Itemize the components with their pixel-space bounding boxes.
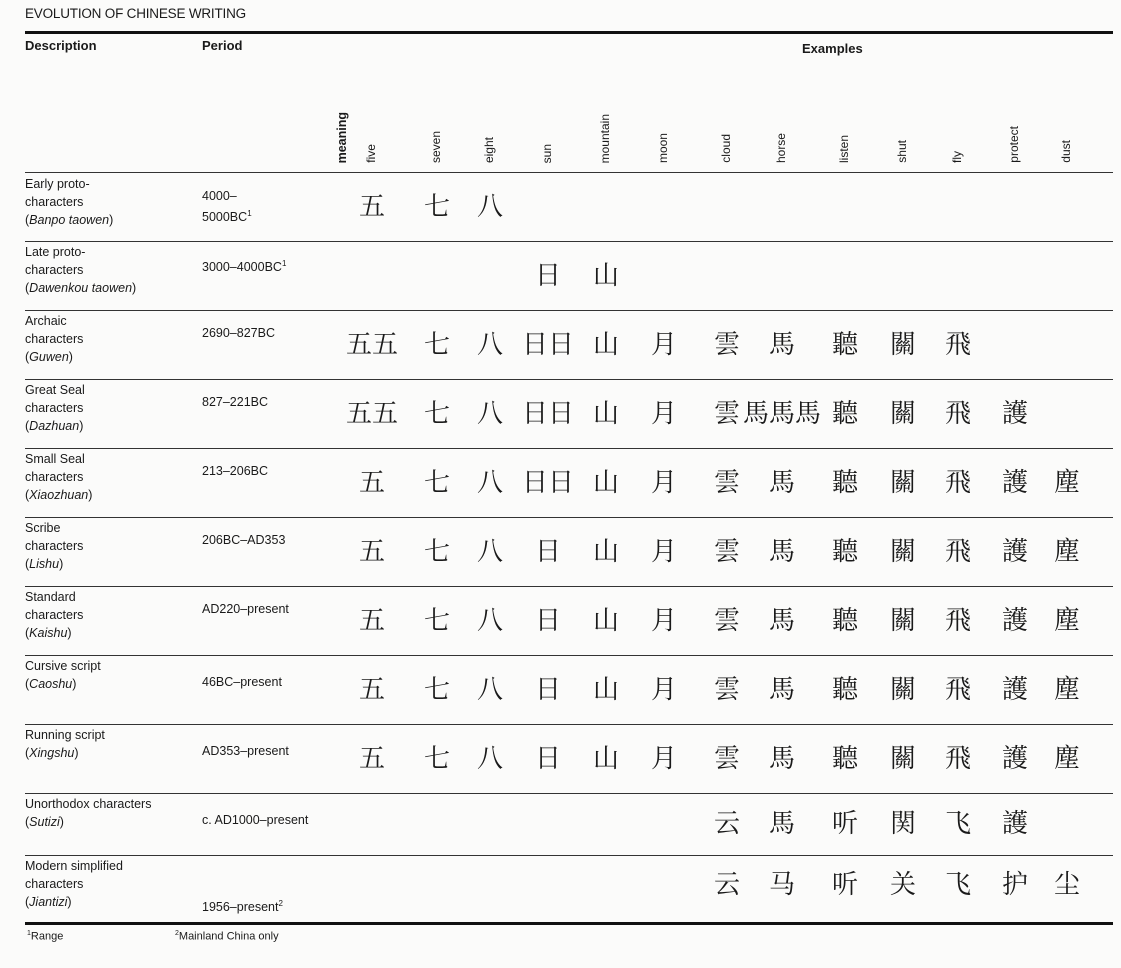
character-protect: 护 — [1001, 870, 1029, 900]
character-sun: 日 — [534, 674, 562, 705]
description-line: Unorthodox characters — [25, 797, 152, 811]
row-description: Small Seal characters (Xiaozhuan) — [25, 452, 93, 502]
character-horse: 馬 — [768, 743, 796, 774]
character-horse: 馬 — [768, 605, 796, 636]
character-cloud: 雲 — [713, 536, 741, 567]
row-period — [202, 742, 289, 760]
description-line: characters — [25, 332, 84, 346]
description-line: characters — [25, 608, 84, 622]
character-eight: 八 — [476, 674, 504, 705]
table-row — [0, 793, 1121, 855]
character-shut: 關 — [889, 398, 917, 429]
character-mountain: 山 — [592, 329, 620, 360]
character-mountain: 山 — [592, 467, 620, 498]
row-description: Standard characters (Kaishu) — [25, 590, 84, 640]
bottom-rule — [25, 922, 1113, 925]
character-sun: 日 — [534, 260, 562, 291]
character-seven: 七 — [423, 674, 451, 705]
period-text: 3000–4000BC — [202, 260, 282, 275]
table-row — [0, 241, 1121, 310]
character-shut: 關 — [889, 605, 917, 636]
character-moon: 月 — [650, 743, 678, 774]
romanized-name: Banpo taowen — [29, 213, 110, 227]
romanized-name: Guwen — [29, 350, 69, 364]
character-moon: 月 — [650, 536, 678, 567]
table-title: EVOLUTION OF CHINESE WRITING — [25, 6, 246, 21]
character-seven: 七 — [423, 743, 451, 774]
row-period — [202, 393, 268, 411]
romanized-name: Lishu — [29, 557, 60, 571]
character-cloud: 雲 — [713, 329, 741, 360]
meaning-label: fly — [950, 151, 964, 163]
description-line: characters — [25, 470, 84, 484]
meaning-label: cloud — [719, 134, 733, 163]
character-horse: 馬 — [768, 329, 796, 360]
character-mountain: 山 — [592, 398, 620, 429]
header-period: Period — [202, 38, 243, 53]
character-eight: 八 — [476, 192, 504, 222]
character-listen: 聽 — [831, 743, 859, 774]
table-row — [0, 379, 1121, 448]
character-sun: 日 — [534, 743, 562, 774]
column-header-listen — [837, 88, 857, 163]
character-mountain: 山 — [592, 536, 620, 567]
character-shut: 关 — [889, 870, 917, 900]
character-fly: 飛 — [944, 398, 972, 429]
row-period — [202, 895, 283, 916]
column-header-protect — [1007, 88, 1027, 163]
character-horse: 馬 — [768, 809, 796, 839]
header-examples: Examples — [802, 41, 863, 56]
character-seven: 七 — [423, 329, 451, 360]
period-text: 5000BC — [202, 210, 248, 225]
character-listen: 听 — [831, 870, 859, 900]
character-five: 五 — [358, 674, 386, 705]
description-line: Running script — [25, 728, 105, 742]
character-eight: 八 — [476, 743, 504, 774]
character-shut: 關 — [889, 674, 917, 705]
character-five: 五 — [358, 536, 386, 567]
character-protect: 護 — [1001, 467, 1029, 498]
table-row — [0, 724, 1121, 793]
character-dust: 塵 — [1053, 743, 1081, 774]
character-mountain: 山 — [592, 605, 620, 636]
character-seven: 七 — [423, 192, 451, 222]
character-dust: 塵 — [1053, 536, 1081, 567]
character-horse: 马 — [768, 870, 796, 900]
character-eight: 八 — [476, 605, 504, 636]
period-text: 1956–present — [202, 900, 279, 915]
romanized-name: Xingshu — [29, 746, 75, 760]
character-protect: 護 — [1001, 605, 1029, 636]
character-sun: 日日 — [521, 329, 575, 360]
description-line: characters — [25, 195, 84, 209]
period-text: c. AD1000–present — [202, 813, 309, 827]
footnote-ref: 1 — [247, 209, 252, 218]
romanized-name: Xiaozhuan — [29, 488, 89, 502]
column-header-eight — [482, 88, 502, 163]
meaning-label: meaning — [335, 111, 349, 163]
column-header-mountain — [598, 88, 618, 163]
character-seven: 七 — [423, 605, 451, 636]
description-line: characters — [25, 877, 84, 891]
character-cloud: 雲 — [713, 605, 741, 636]
character-seven: 七 — [423, 398, 451, 429]
character-horse: 馬 — [768, 536, 796, 567]
row-period — [202, 187, 252, 226]
romanized-name: Kaishu — [29, 626, 68, 640]
column-header-moon — [656, 88, 676, 163]
character-listen: 聽 — [831, 605, 859, 636]
header-description: Description — [25, 38, 97, 53]
character-five: 五 — [358, 743, 386, 774]
romanized-name: Sutizi — [29, 815, 60, 829]
character-sun: 日日 — [521, 467, 575, 498]
character-moon: 月 — [650, 605, 678, 636]
character-fly: 飞 — [944, 809, 972, 839]
character-moon: 月 — [650, 329, 678, 360]
romanized-name: Caoshu — [29, 677, 73, 691]
meaning-label: five — [364, 144, 378, 163]
period-text: 2690–827BC — [202, 326, 275, 340]
meaning-label: sun — [540, 143, 554, 163]
character-horse: 馬 — [768, 674, 796, 705]
character-mountain: 山 — [592, 743, 620, 774]
character-listen: 聽 — [831, 536, 859, 567]
description-line: Great Seal — [25, 383, 85, 397]
character-dust: 尘 — [1053, 870, 1081, 900]
period-text: 206BC–AD353 — [202, 533, 286, 547]
character-shut: 關 — [889, 329, 917, 360]
character-protect: 護 — [1001, 398, 1029, 429]
row-period — [202, 255, 286, 276]
top-rule — [25, 31, 1113, 34]
row-description: Unorthodox characters (Sutizi) — [25, 797, 152, 829]
character-shut: 關 — [889, 536, 917, 567]
header-meaning — [335, 88, 355, 163]
character-five: 五五 — [345, 398, 399, 429]
character-horse: 馬馬馬 — [742, 398, 822, 429]
column-header-fly — [950, 88, 970, 163]
character-fly: 飛 — [944, 329, 972, 360]
footnote-text: Mainland China only — [178, 930, 279, 943]
column-header-sun — [540, 88, 560, 163]
table-row — [0, 655, 1121, 724]
column-header-shut — [895, 88, 915, 163]
row-description: Great Seal characters (Dazhuan) — [25, 383, 85, 433]
character-shut: 關 — [889, 743, 917, 774]
meaning-label: moon — [656, 132, 670, 163]
character-listen: 听 — [831, 809, 859, 839]
description-line: Cursive script — [25, 659, 101, 673]
column-header-seven — [429, 88, 449, 163]
description-line: Modern simplified — [25, 859, 123, 873]
character-eight: 八 — [476, 329, 504, 360]
romanized-name: Jiantizi — [29, 895, 68, 909]
description-line: characters — [25, 401, 84, 415]
character-moon: 月 — [650, 467, 678, 498]
meaning-label: listen — [837, 134, 851, 163]
description-line: Archaic — [25, 314, 67, 328]
character-cloud: 雲 — [713, 398, 741, 429]
meaning-label: dust — [1059, 140, 1073, 163]
character-shut: 關 — [889, 467, 917, 498]
row-period — [202, 811, 308, 829]
character-listen: 聽 — [831, 674, 859, 705]
period-text: 4000– — [202, 189, 237, 203]
character-sun: 日 — [534, 536, 562, 567]
character-horse: 馬 — [768, 467, 796, 498]
column-header-horse — [774, 88, 794, 163]
character-fly: 飛 — [944, 467, 972, 498]
row-period — [202, 462, 268, 480]
row-description: Cursive script (Caoshu) — [25, 659, 101, 691]
character-seven: 七 — [423, 536, 451, 567]
character-eight: 八 — [476, 398, 504, 429]
row-description: Scribe characters (Lishu) — [25, 521, 84, 571]
period-text: 213–206BC — [202, 464, 269, 478]
period-text: 827–221BC — [202, 395, 269, 409]
character-fly: 飞 — [944, 870, 972, 900]
meaning-label: eight — [482, 136, 496, 163]
meaning-label: mountain — [598, 113, 612, 163]
description-line: characters — [25, 263, 84, 277]
footnote-mark: 1 — [27, 930, 31, 937]
row-period — [202, 673, 282, 691]
period-text: AD353–present — [202, 744, 289, 758]
character-fly: 飛 — [944, 743, 972, 774]
table-row — [0, 855, 1121, 922]
period-text: 46BC–present — [202, 675, 282, 689]
character-sun: 日日 — [521, 398, 575, 429]
meaning-label: protect — [1007, 126, 1021, 163]
row-description: Archaic characters (Guwen) — [25, 314, 84, 364]
row-period — [202, 600, 289, 618]
character-fly: 飛 — [944, 674, 972, 705]
romanized-name: Dazhuan — [29, 419, 80, 433]
row-period — [202, 324, 275, 342]
description-line: Early proto- — [25, 177, 90, 191]
character-five: 五 — [358, 605, 386, 636]
row-description: Modern simplified characters (Jiantizi) — [25, 859, 123, 909]
character-protect: 護 — [1001, 809, 1029, 839]
description-line: Scribe — [25, 521, 61, 535]
footnote-1 — [27, 930, 63, 943]
character-cloud: 云 — [713, 809, 741, 839]
description-line: Late proto- — [25, 245, 86, 259]
character-listen: 聽 — [831, 398, 859, 429]
row-description: Late proto- characters (Dawenkou taowen) — [25, 245, 137, 295]
character-five: 五 — [358, 467, 386, 498]
character-protect: 護 — [1001, 743, 1029, 774]
character-five: 五五 — [345, 329, 399, 360]
character-fly: 飛 — [944, 605, 972, 636]
character-dust: 塵 — [1053, 467, 1081, 498]
character-sun: 日 — [534, 605, 562, 636]
character-protect: 護 — [1001, 674, 1029, 705]
character-dust: 塵 — [1053, 674, 1081, 705]
table-row — [0, 173, 1121, 241]
character-five: 五 — [358, 192, 386, 222]
column-header-dust — [1059, 88, 1079, 163]
footnote-ref: 1 — [281, 259, 287, 268]
character-eight: 八 — [476, 536, 504, 567]
meaning-label: horse — [774, 132, 788, 163]
footnote-ref: 2 — [278, 899, 283, 908]
character-fly: 飛 — [944, 536, 972, 567]
character-mountain: 山 — [592, 260, 620, 291]
character-seven: 七 — [423, 467, 451, 498]
character-listen: 聽 — [831, 329, 859, 360]
character-dust: 塵 — [1053, 605, 1081, 636]
character-listen: 聽 — [831, 467, 859, 498]
description-line: characters — [25, 539, 84, 553]
character-eight: 八 — [476, 467, 504, 498]
character-cloud: 雲 — [713, 467, 741, 498]
character-moon: 月 — [650, 674, 678, 705]
footnote-2 — [175, 930, 279, 943]
column-header-cloud — [719, 88, 739, 163]
column-header-five — [364, 88, 384, 163]
romanized-name: Dawenkou taowen — [29, 281, 133, 295]
footnote-mark: 2 — [175, 930, 179, 937]
character-moon: 月 — [650, 398, 678, 429]
row-period — [202, 531, 285, 549]
table-row — [0, 310, 1121, 379]
description-line: Small Seal — [25, 452, 85, 466]
description-line: Standard — [25, 590, 76, 604]
character-cloud: 雲 — [713, 674, 741, 705]
footnote-text: Range — [30, 930, 64, 943]
character-shut: 関 — [889, 809, 917, 839]
period-text: AD220–present — [202, 602, 289, 616]
row-description: Early proto- characters (Banpo taowen) — [25, 177, 114, 227]
table-row — [0, 517, 1121, 586]
table-row — [0, 448, 1121, 517]
character-protect: 護 — [1001, 536, 1029, 567]
meaning-label: seven — [429, 130, 443, 163]
meaning-label: shut — [895, 140, 909, 163]
row-description: Running script (Xingshu) — [25, 728, 105, 760]
character-cloud: 雲 — [713, 743, 741, 774]
character-cloud: 云 — [713, 870, 741, 900]
character-mountain: 山 — [592, 674, 620, 705]
table-row — [0, 586, 1121, 655]
